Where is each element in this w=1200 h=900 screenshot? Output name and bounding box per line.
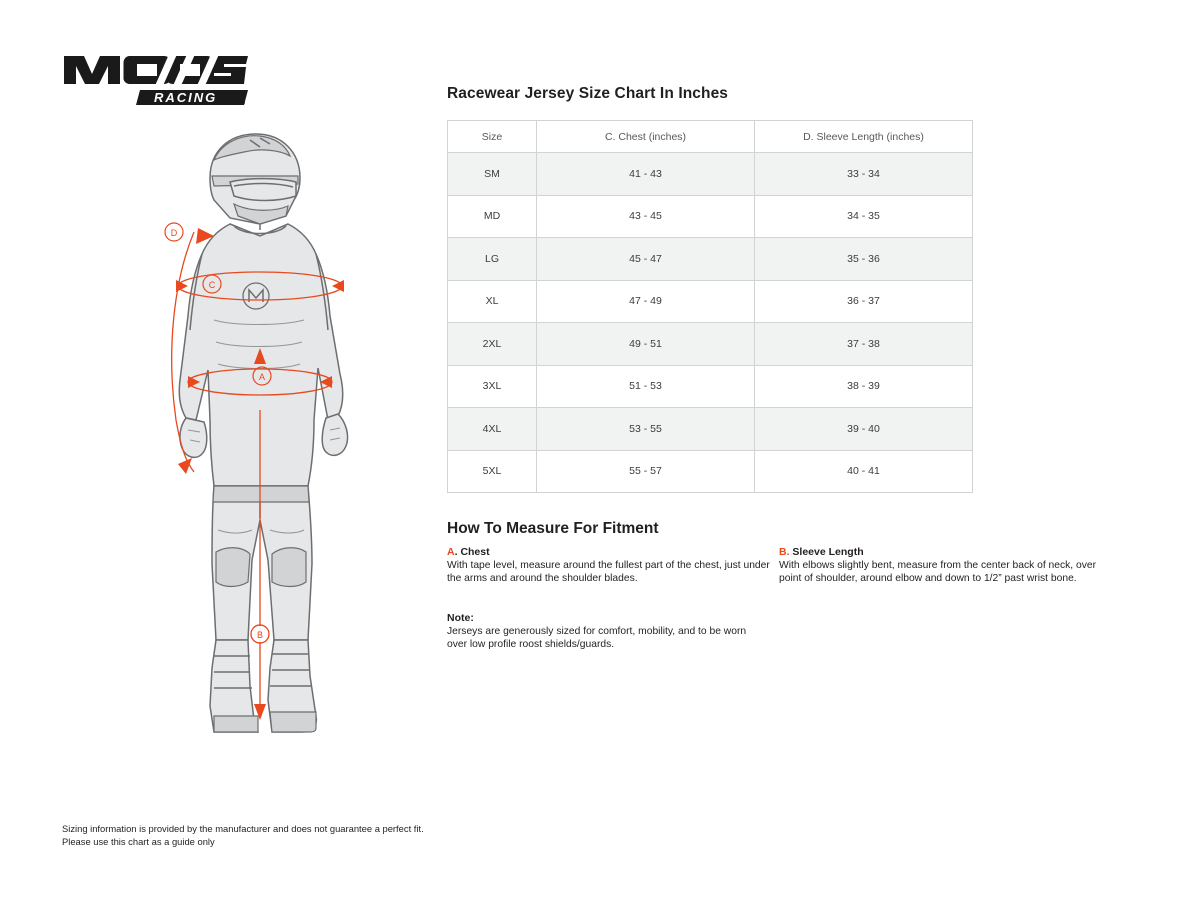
cell-size: SM	[448, 153, 537, 196]
svg-text:C: C	[208, 280, 216, 290]
cell-chest: 55 - 57	[537, 450, 755, 493]
measure-sleeve-body: With elbows slightly bent, measure from the center back of neck, over point of shoulder, around elbow and down to 1/2” past wrist bone.	[779, 560, 1097, 585]
measure-sleeve-block	[779, 546, 1111, 652]
how-to-measure-title: How To Measure For Fitment	[447, 520, 659, 537]
measure-chest-heading	[447, 546, 779, 558]
disclaimer-line-1: Sizing information is provided by the manufacturer and does not guarantee a perfect fit.	[62, 823, 424, 834]
cell-sleeve: 40 - 41	[755, 450, 973, 493]
rider-diagram	[110, 120, 420, 740]
table-row	[448, 195, 973, 238]
disclaimer-line-2: Please use this chart as a guide only	[62, 836, 215, 847]
moose-racing-logo-icon	[62, 50, 252, 108]
cell-chest: 41 - 43	[537, 153, 755, 196]
how-to-measure-section	[447, 520, 1117, 652]
table-row	[448, 450, 973, 493]
cell-sleeve: 36 - 37	[755, 280, 973, 323]
table-row	[448, 280, 973, 323]
table-row	[448, 408, 973, 451]
measure-chest-body: With tape level, measure around the fullest part of the chest, just under the arms and around the shoulder blades.	[447, 560, 770, 585]
svg-text:B: B	[256, 630, 264, 640]
measure-sleeve-letter: B.	[779, 546, 790, 558]
cell-size: LG	[448, 238, 537, 281]
brand-logo	[62, 50, 252, 108]
note-body: Jerseys are generously sized for comfort, mobility, and to be worn over low profile roost shields/guards.	[447, 625, 747, 651]
cell-chest: 43 - 45	[537, 195, 755, 238]
table-row	[448, 153, 973, 196]
table-row	[448, 323, 973, 366]
measure-chest-block	[447, 546, 779, 652]
measure-chest-letter: A	[447, 546, 455, 558]
cell-sleeve: 39 - 40	[755, 408, 973, 451]
cell-size: 2XL	[448, 323, 537, 366]
page-title: Racewear Jersey Size Chart In Inches	[447, 85, 729, 102]
cell-sleeve: 38 - 39	[755, 365, 973, 408]
measure-sleeve-label: Sleeve Length	[792, 546, 864, 558]
cell-size: 5XL	[448, 450, 537, 493]
cell-sleeve: 33 - 34	[755, 153, 973, 196]
cell-chest: 45 - 47	[537, 238, 755, 281]
column-header-sleeve: D. Sleeve Length (inches)	[755, 121, 973, 153]
svg-text:D: D	[170, 228, 178, 238]
size-chart-table	[447, 120, 973, 493]
cell-size: XL	[448, 280, 537, 323]
cell-chest: 49 - 51	[537, 323, 755, 366]
table-row	[448, 365, 973, 408]
cell-sleeve: 37 - 38	[755, 323, 973, 366]
cell-size: MD	[448, 195, 537, 238]
measure-chest-dot: .	[454, 546, 458, 558]
svg-text:®: ®	[240, 100, 246, 107]
rider-measurement-illustration-icon	[110, 120, 420, 740]
measure-sleeve-heading	[779, 546, 1111, 558]
cell-size: 4XL	[448, 408, 537, 451]
cell-chest: 53 - 55	[537, 408, 755, 451]
svg-text:A: A	[258, 372, 266, 382]
cell-size: 3XL	[448, 365, 537, 408]
cell-chest: 47 - 49	[537, 280, 755, 323]
cell-chest: 51 - 53	[537, 365, 755, 408]
measure-chest-label: Chest	[460, 546, 490, 558]
cell-sleeve: 34 - 35	[755, 195, 973, 238]
table-row	[448, 238, 973, 281]
column-header-chest: C. Chest (inches)	[537, 121, 755, 153]
svg-text:RACING: RACING	[154, 90, 218, 105]
cell-sleeve: 35 - 36	[755, 238, 973, 281]
column-header-size: Size	[448, 121, 537, 153]
table-header-row	[448, 121, 973, 153]
note-heading: Note:	[447, 611, 474, 624]
disclaimer	[62, 822, 424, 848]
note-block	[447, 612, 767, 652]
